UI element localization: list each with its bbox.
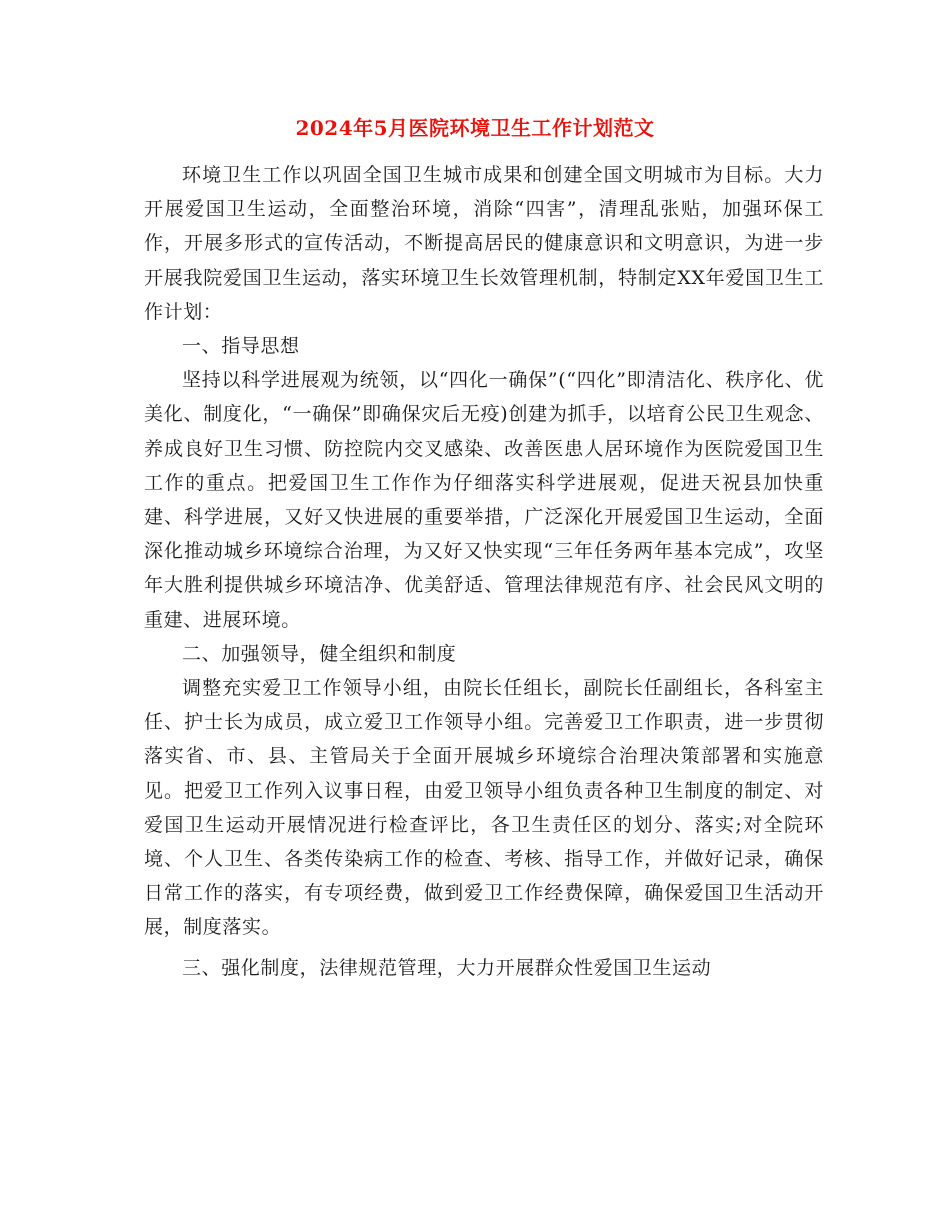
document-title: 2024年5月医院环境卫生工作计划范文 [295,116,655,140]
section-heading-guiding-ideology: 一、指导思想 [182,335,300,358]
leadership-paragraph: 调整充实爱卫工作领导小组，由院长任组长，副院长任副组长，各科室主任、护士长为成员，成立爱卫工作领导小组。完善爱卫工作职责，进一步贯彻落实省、市、县、主管局关于全面开展城乡环境综合治理决策部署和实施意见。把爱卫工作列入议事日程，由爱卫领导小组负责各种卫生制度的制定、对爱国卫生运动开展情况进行检查评比，各卫生责任区的划分、落实;对全院环境、个人卫生、各类传染病工作的检查、考核、指导工作，并做好记录，确保日常工作的落实，有专项经费，做到爱卫工作经费保障，确保爱国卫生活动开展，制度落实。 [144,677,824,939]
section-heading-leadership: 二、加强领导，健全组织和制度 [182,642,457,665]
guiding-ideology-paragraph: 坚持以科学进展观为统领，以“四化一确保”(“四化”即清洁化、秩序化、优美化、制度化，“一确保”即确保灾后无疫)创建为抓手，以培育公民卫生观念、养成良好卫生习惯、防控院内交叉感染、改善医患人居环境作为医院爱国卫生工作的重点。把爱国卫生工作作为仔细落实科学进展观，促进天祝县加快重建、科学进展，又好又快进展的重要举措，广泛深化开展爱国卫生运动，全面深化推动城乡环境综合治理，为又好又快实现“三年任务两年基本完成”，攻坚年大胜利提供城乡环境洁净、优美舒适、管理法律规范有序、社会民风文明的重建、进展环境。 [144,369,824,631]
document-body [144,158,824,985]
intro-paragraph: 环境卫生工作以巩固全国卫生城市成果和创建全国文明城市为目标。大力开展爱国卫生运动，全面整治环境，消除“四害”，清理乱张贴，加强环保工作，开展多形式的宣传活动，不断提高居民的健康意识和文明意识，为进一步开展我院爱国卫生运动，落实环境卫生长效管理机制，特制定XX年爱国卫生工作计划： [144,164,824,323]
section-heading-regulation: 三、强化制度，法律规范管理，大力开展群众性爱国卫生运动 [182,956,712,979]
